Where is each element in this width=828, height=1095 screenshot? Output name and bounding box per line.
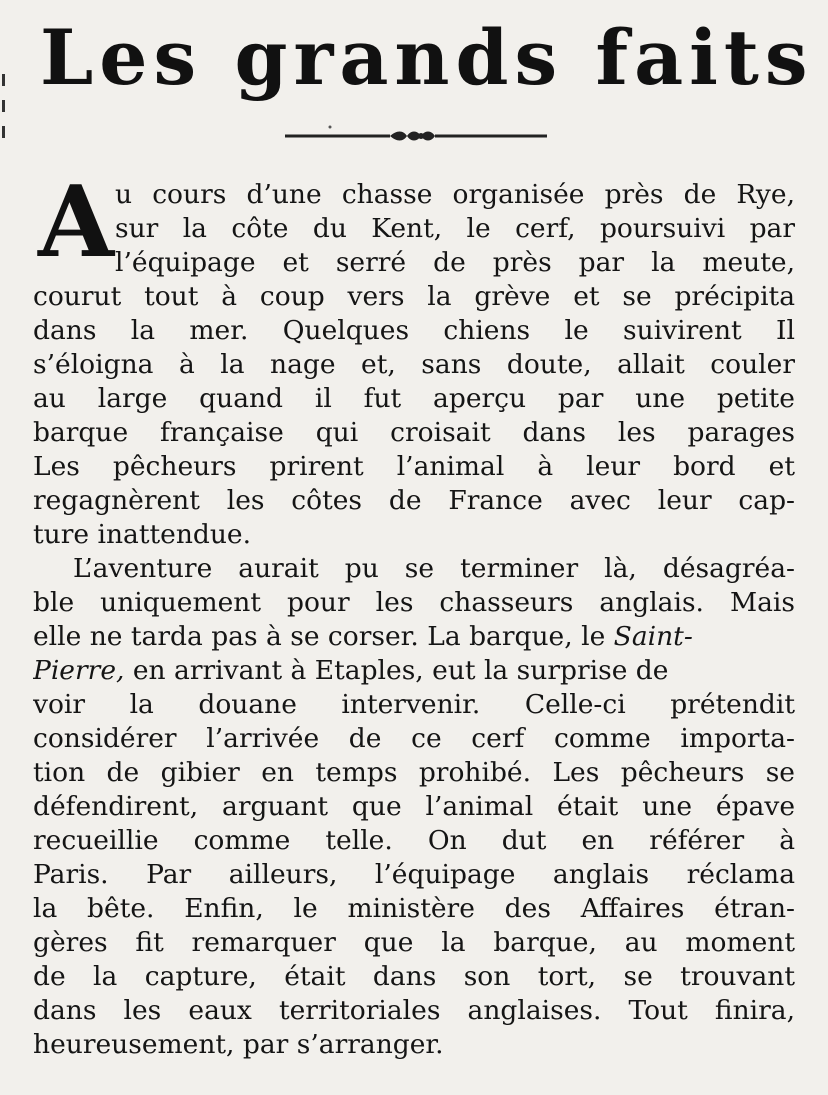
- text-line: barque française qui croisait dans les parages: [33, 417, 795, 448]
- text-line: défendirent, arguant que l’animal était une épave: [33, 791, 795, 822]
- left-edge-marks: [0, 60, 10, 200]
- text-line: tion de gibier en temps prohibé. Les pêcheurs se: [33, 757, 795, 788]
- text-line: L’aventure aurait pu se terminer là, désagréa-: [73, 553, 795, 584]
- edge-mark: [2, 126, 5, 138]
- text-line: au large quand il fut aperçu par une petite: [33, 383, 795, 414]
- text-line: dans les eaux territoriales anglaises. Tout finira,: [33, 995, 795, 1026]
- text-line: recueillie comme telle. On dut en référer à: [33, 825, 795, 856]
- text-line: u cours d’une chasse organisée près de Rye,: [115, 179, 795, 210]
- ship-name-italic: Saint-: [613, 621, 693, 652]
- text-line: gères fit remarquer que la barque, au moment: [33, 927, 795, 958]
- text-line: Les pêcheurs prirent l’animal à leur bord et: [33, 451, 795, 482]
- text-line: Paris. Par ailleurs, l’équipage anglais réclama: [33, 859, 795, 890]
- text-line: voir la douane intervenir. Celle-ci prétendit: [33, 689, 795, 720]
- text-line: [33, 620, 795, 654]
- text-line: sur la côte du Kent, le cerf, poursuivi par: [115, 213, 795, 244]
- edge-mark: [2, 74, 5, 86]
- drop-cap-letter: A: [38, 165, 115, 280]
- text-line: heureusement, par s’arranger.: [33, 1029, 444, 1060]
- text-line: ture inattendue.: [33, 519, 252, 550]
- text-line: de la capture, était dans son tort, se trouvant: [33, 961, 795, 992]
- ship-name-italic: Pierre,: [33, 655, 125, 686]
- text-line: courut tout à coup vers la grève et se précipita: [33, 281, 795, 312]
- text-segment: en arrivant à Etaples, eut la surprise de: [124, 655, 669, 686]
- text-line: dans la mer. Quelques chiens le suivirent Il: [33, 315, 795, 346]
- article-body: [33, 165, 795, 1062]
- text-line: l’équipage et serré de près par la meute,: [115, 247, 795, 278]
- article-title: Les grands faits: [40, 13, 814, 102]
- text-line: la bête. Enfin, le ministère des Affaires étran-: [33, 893, 795, 924]
- text-segment: elle ne tarda pas à se corser. La barque, le: [33, 621, 614, 652]
- text-line: regagnèrent les côtes de France avec leur cap-: [33, 485, 795, 516]
- edge-mark: [2, 100, 5, 112]
- text-line: ble uniquement pour les chasseurs anglais. Mais: [33, 587, 795, 618]
- text-line: considérer l’arrivée de ce cerf comme importa-: [33, 723, 795, 754]
- text-line: [33, 654, 795, 688]
- title-ornament-divider: [285, 125, 547, 145]
- text-line: s’éloigna à la nage et, sans doute, allait couler: [33, 349, 795, 380]
